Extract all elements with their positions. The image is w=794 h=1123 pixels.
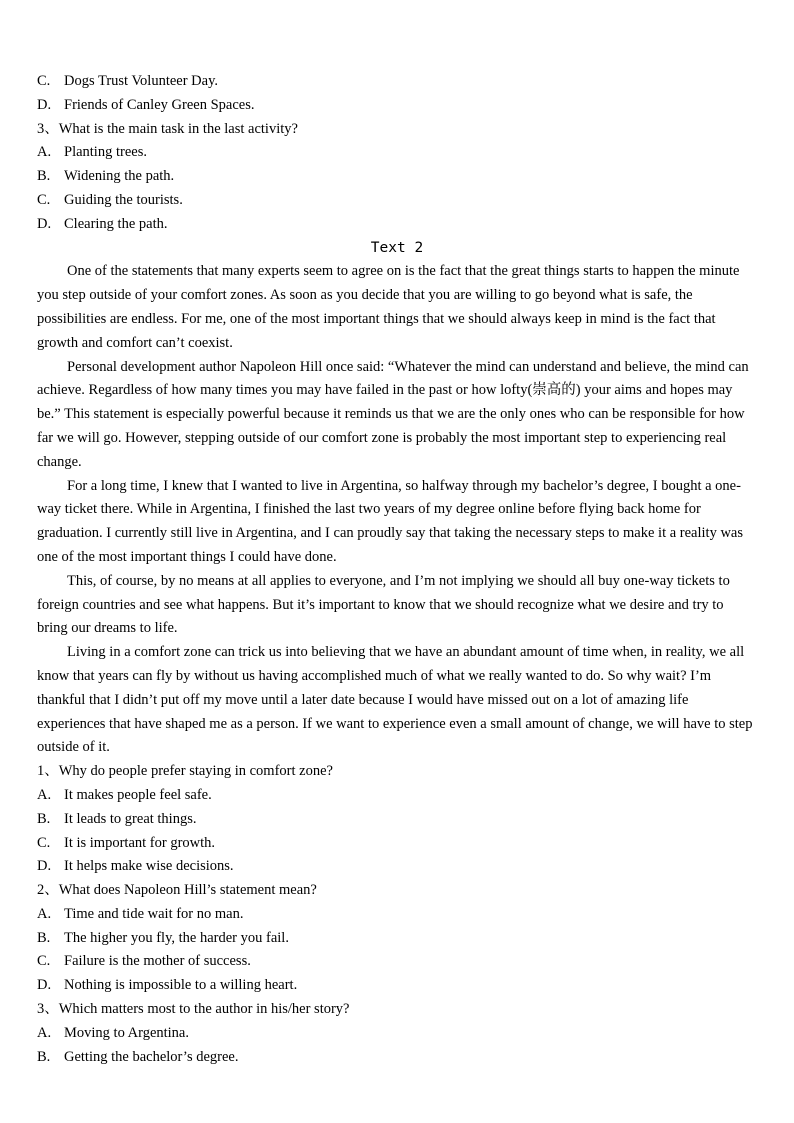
answer-option: [37, 165, 757, 189]
answer-option: [37, 808, 757, 832]
option-label: D.: [37, 96, 52, 113]
option-label: C.: [37, 191, 51, 208]
answer-option: [37, 94, 757, 118]
option-text: Guiding the tourists.: [64, 191, 183, 208]
passage-paragraph: This, of course, by no means at all applies to everyone, and I’m not implying we should all buy one-way tickets to foreign countries and see what happens. But it’s important to know that we should recognize what we desire and try to bring our dreams to life.: [37, 572, 730, 637]
answer-option: [37, 70, 757, 94]
option-label: B.: [37, 1048, 51, 1065]
answer-option: [37, 784, 757, 808]
option-text: Clearing the path.: [64, 215, 168, 232]
question-number: 3、: [37, 1001, 59, 1018]
option-text: It makes people feel safe.: [64, 786, 212, 803]
option-label: B.: [37, 168, 51, 185]
question-number: 3、: [37, 120, 59, 137]
question-text: What does Napoleon Hill’s statement mean?: [58, 882, 317, 899]
option-text: Nothing is impossible to a willing heart.: [64, 977, 298, 994]
option-text: It is important for growth.: [64, 834, 216, 851]
option-text: Widening the path.: [64, 168, 175, 185]
answer-option: [37, 855, 757, 879]
question-line: [37, 760, 757, 784]
option-label: B.: [37, 929, 51, 946]
question-number: 2、: [37, 882, 59, 899]
option-text: It leads to great things.: [64, 810, 197, 827]
passage-paragraph: One of the statements that many experts seem to agree on is the fact that the great things starts to happen the minute you step outside of your comfort zones. As soon as you decide that you are willing to go beyond what is safe, the possibilities are endless. For me, one of the most important things that we should always keep in mind is the fact that growth and comfort can’t coexist.: [37, 263, 740, 351]
option-text: Getting the bachelor’s degree.: [64, 1048, 239, 1065]
answer-option: [37, 141, 757, 165]
question-text: Why do people prefer staying in comfort zone?: [58, 763, 333, 780]
option-label: B.: [37, 810, 51, 827]
option-label: A.: [37, 1024, 52, 1041]
answer-option: [37, 1022, 757, 1046]
option-label: D.: [37, 977, 52, 994]
question-text: What is the main task in the last activity?: [58, 120, 298, 137]
answer-option: [37, 903, 757, 927]
answer-option: [37, 1046, 757, 1070]
option-label: A.: [37, 144, 52, 161]
option-label: C.: [37, 953, 51, 970]
answer-option: [37, 927, 757, 951]
option-text: It helps make wise decisions.: [64, 858, 234, 875]
option-text: Time and tide wait for no man.: [64, 905, 244, 922]
option-label: A.: [37, 905, 52, 922]
question-line: [37, 118, 757, 142]
option-text: Friends of Canley Green Spaces.: [64, 96, 255, 113]
option-text: Planting trees.: [64, 144, 147, 161]
option-text: Failure is the mother of success.: [64, 953, 251, 970]
option-label: C.: [37, 834, 51, 851]
answer-option: [37, 832, 757, 856]
option-text: The higher you fly, the harder you fail.: [64, 929, 289, 946]
question-line: [37, 998, 757, 1022]
option-label: D.: [37, 858, 52, 875]
passage-paragraph: For a long time, I knew that I wanted to live in Argentina, so halfway through my bachelor’s degree, I bought a one-way ticket there. While in Argentina, I finished the last two years of my degree online before flying back home for graduation. I currently still live in Argentina, and I can proudly say that taking the necessary steps to make it a reality was one of the most important things I could have done.: [37, 477, 744, 565]
answer-option: [37, 213, 757, 237]
option-text: Moving to Argentina.: [64, 1024, 189, 1041]
option-label: A.: [37, 786, 52, 803]
answer-option: [37, 189, 757, 213]
passage-paragraph: Living in a comfort zone can trick us into believing that we have an abundant amount of time when, in reality, we all know that years can fly by without us having accomplished much of what we really wanted to do. So why wait? I’m thankful that I didn’t put off my move until a later date because I would have missed out on a lot of amazing life experiences that have shaped me as a person. If we want to experience even a small amount of change, we will have to step outside of it.: [37, 644, 753, 756]
question-number: 1、: [37, 763, 59, 780]
passage-paragraph: Personal development author Napoleon Hill once said: “Whatever the mind can understand and believe, the mind can achieve. Regardless of how many times you may have failed in the past or how lofty(崇高的) your aims and hopes may be.” This statement is especially powerful because it reminds us that we are the only ones who can be responsible for how far we will go. However, stepping outside of our comfort zone is probably the most important step to experiencing real change.: [37, 358, 749, 470]
question-line: [37, 879, 757, 903]
option-text: Dogs Trust Volunteer Day.: [64, 73, 219, 89]
option-label: C.: [37, 73, 51, 89]
question-text: Which matters most to the author in his/her story?: [58, 1001, 350, 1018]
option-label: D.: [37, 215, 52, 232]
answer-option: [37, 974, 757, 998]
answer-option: [37, 950, 757, 974]
section-heading: Text 2: [370, 239, 424, 256]
